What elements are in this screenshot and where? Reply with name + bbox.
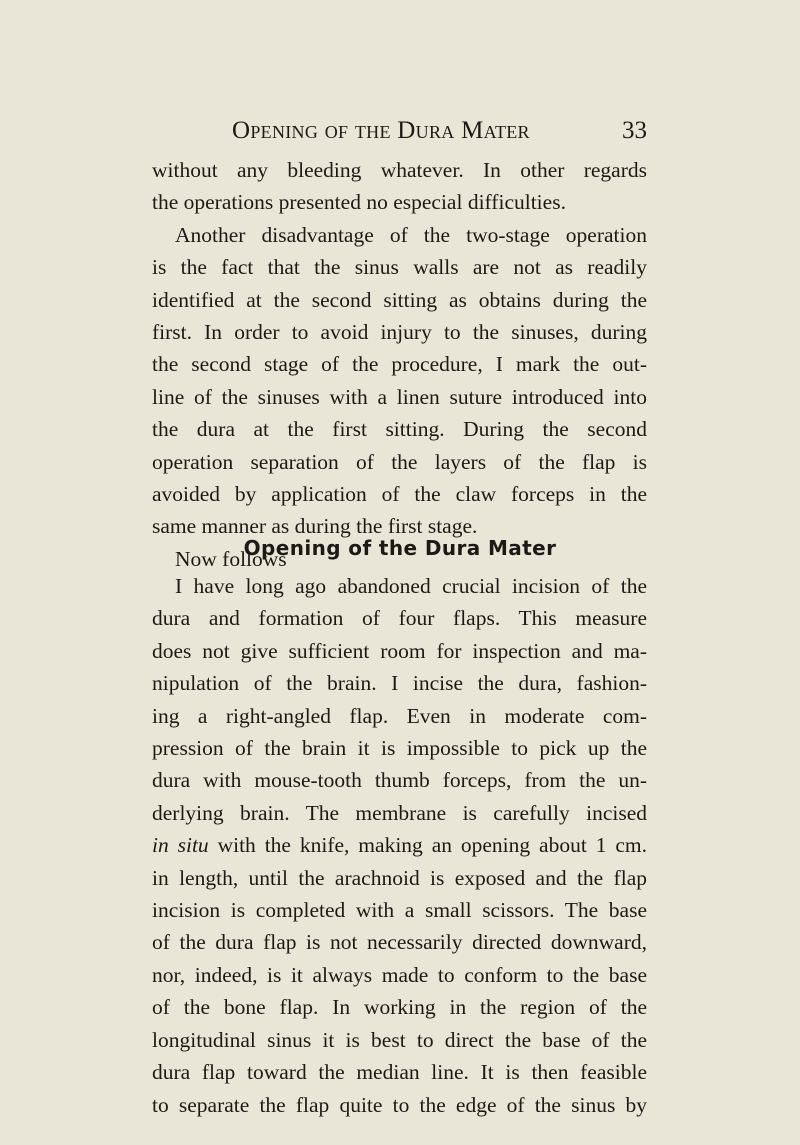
text-line: ing a right-angled flap. Even in moderate com- <box>152 703 647 728</box>
italic-phrase: in situ <box>152 833 209 858</box>
line-rest: with the knife, making an opening about 1 cm. <box>208 833 647 858</box>
text-line: line of the sinuses with a linen suture introduced into <box>152 384 647 409</box>
text-line-with-italic <box>152 829 647 861</box>
text-line: Now follows <box>175 546 287 571</box>
running-title: Opening of the Dura Mater <box>232 117 530 144</box>
text-line: the dura at the first sitting. During the second <box>152 417 647 442</box>
text-line: the operations presented no especial difficulties. <box>152 190 566 215</box>
text-line: I have long ago abandoned crucial incision of the <box>175 574 647 598</box>
section-heading: Opening of the Dura Mater <box>243 536 557 560</box>
text-line: nor, indeed, is it always made to conform to the base <box>152 962 647 987</box>
text-line: the second stage of the procedure, I mark the out- <box>152 352 647 377</box>
text-line: first. In order to avoid injury to the sinuses, during <box>152 320 647 345</box>
text-line: without any bleeding whatever. In other regards <box>152 158 647 182</box>
text-line: Another disadvantage of the two-stage operation <box>175 222 647 247</box>
text-line: does not give sufficient room for inspection and ma- <box>152 638 647 663</box>
text-line: longitudinal sinus it is best to direct the base of the <box>152 1027 647 1052</box>
text-line: same manner as during the first stage. <box>152 514 478 539</box>
text-line: derlying brain. The membrane is carefully incised <box>152 800 647 825</box>
text-line: of the bone flap. In working in the region of the <box>152 995 647 1020</box>
text-line: pression of the brain it is impossible to pick up the <box>152 736 647 761</box>
text-line: is the fact that the sinus walls are not as readily <box>152 255 647 280</box>
page-number: 33 <box>622 117 647 144</box>
text-line: dura with mouse-tooth thumb forceps, from the un- <box>152 768 647 793</box>
text-block-top <box>152 154 647 575</box>
text-line: avoided by application of the claw forceps in the <box>152 482 647 507</box>
text-line: dura flap toward the median line. It is then feasible <box>152 1060 647 1085</box>
text-block-bottom <box>152 570 647 1121</box>
text-line: in length, until the arachnoid is exposed and the flap <box>152 865 647 890</box>
text-line: dura and formation of four flaps. This measure <box>152 606 647 631</box>
text-line: nipulation of the brain. I incise the dura, fashion- <box>152 671 647 696</box>
text-line: to separate the flap quite to the edge of the sinus by <box>152 1092 647 1117</box>
text-line: of the dura flap is not necessarily directed downward, <box>152 930 647 955</box>
text-line: incision is completed with a small scissors. The base <box>152 898 647 923</box>
text-line: identified at the second sitting as obtains during the <box>152 287 647 312</box>
text-line: operation separation of the layers of the flap is <box>152 449 647 474</box>
